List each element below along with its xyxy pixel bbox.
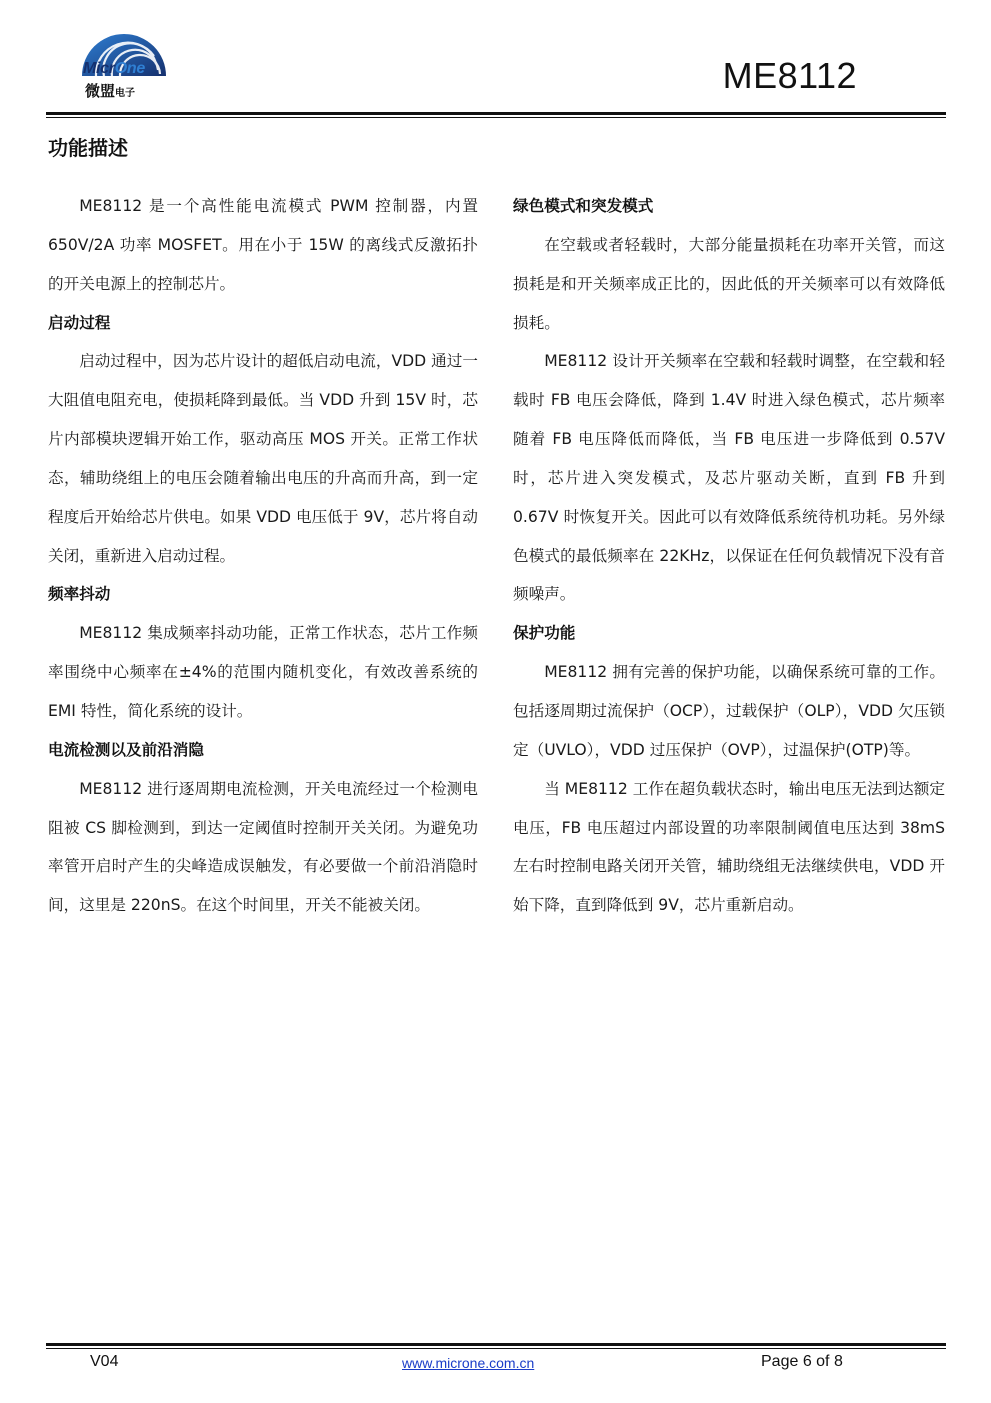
footer-website-link[interactable]: www.microne.com.cn [402, 1355, 535, 1371]
header-divider-thin [46, 117, 946, 118]
logo-chinese-name: 微盟电子 [85, 82, 136, 100]
footer-page-number: Page 6 of 8 [761, 1353, 843, 1370]
left-column [48, 187, 478, 925]
heading-startup: 启动过程 [48, 313, 111, 332]
paragraph-green-mode-loss: 在空载或者轻载时，大部分能量损耗在功率开关管，而这损耗是和开关频率成正比的，因此低的开关频率可以有效降低损耗。 [513, 235, 945, 332]
heading-current-sense: 电流检测以及前沿消隐 [48, 740, 204, 759]
paragraph-protection: ME8112 拥有完善的保护功能，以确保系统可靠的工作。包括逐周期过流保护（OCP），过载保护（OLP），VDD 欠压锁定（UVLO），VDD 过压保护（OVP），过温保护(OTP)等。 [513, 663, 945, 759]
footer-divider-thin [46, 1348, 946, 1349]
paragraph-green-mode-detail: ME8112 设计开关频率在空载和轻载时调整，在空载和轻载时 FB 电压会降低，降到 1.4V 时进入绿色模式，芯片频率随着 FB 电压降低而降低，当 FB 电压进一步降低到 0.57V 时，芯片进入突发模式，及芯片驱动关断，直到 FB 升到 0.67V 时恢复开关。因此可以有效降低系统待机功耗。另外绿色模式的最低频率在 22KHz，以保证在任何负载情况下没有音频噪声。 [513, 352, 945, 604]
document-title: ME8112 [722, 55, 857, 96]
heading-protection: 保护功能 [513, 624, 576, 643]
heading-frequency-jitter: 频率抖动 [48, 585, 111, 604]
paragraph-overload: 当 ME8112 工作在超负载状态时，输出电压无法到达额定电压，FB 电压超过内部设置的功率限制阈值电压达到 38mS 左右时控制电路关闭开关管，辅助绕组无法继续供电，VDD 开始下降，直到降低到 9V，芯片重新启动。 [513, 779, 945, 915]
footer-version: V04 [90, 1353, 119, 1370]
footer-divider-thick [46, 1343, 946, 1346]
paragraph-current-sense: ME8112 进行逐周期电流检测，开关电流经过一个检测电阻被 CS 脚检测到，到达一定阈值时控制开关关闭。为避免功率管开启时产生的尖峰造成误触发，有必要做一个前沿消隐时间，这里是 220nS。在这个时间里，开关不能被关闭。 [48, 779, 478, 915]
paragraph-startup: 启动过程中，因为芯片设计的超低启动电流，VDD 通过一大阻值电阻充电，使损耗降到最低。当 VDD 升到 15V 时，芯片内部模块逻辑开始工作，驱动高压 MOS 开关。正常工作状态，辅助绕组上的电压会随着输出电压的升高而升高，到一定程度后开始给芯片供电。如果 VDD 电压低于 9V，芯片将自动关闭，重新进入启动过程。 [48, 352, 478, 565]
header-divider-thick [46, 112, 946, 115]
paragraph-intro: ME8112 是一个高性能电流模式 PWM 控制器，内置 650V/2A 功率 MOSFET。用在小于 15W 的离线式反激拓扑的开关电源上的控制芯片。 [48, 197, 478, 293]
right-column [513, 187, 945, 925]
paragraph-frequency-jitter: ME8112 集成频率抖动功能，正常工作状态，芯片工作频率围绕中心频率在±4%的范围内随机变化，有效改善系统的 EMI 特性，简化系统的设计。 [48, 624, 478, 720]
company-logo [74, 24, 174, 102]
logo-wordmark: MicrOne [83, 60, 145, 77]
section-title: 功能描述 [48, 136, 128, 160]
heading-green-burst-mode: 绿色模式和突发模式 [513, 197, 654, 215]
